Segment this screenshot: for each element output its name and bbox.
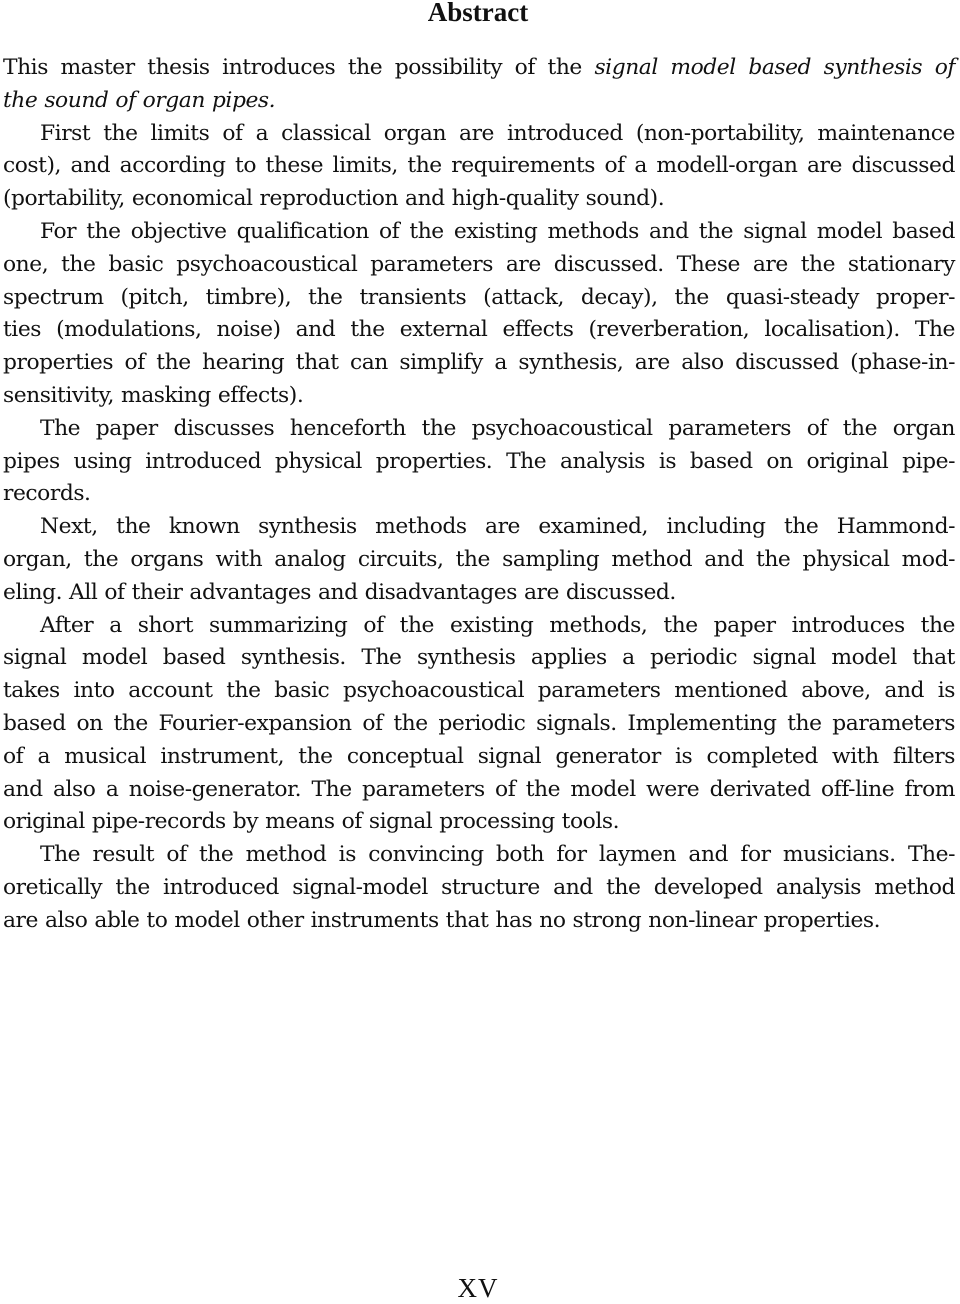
- abstract-paragraph: [3, 610, 955, 840]
- italic-span: signal model based synthesis of: [594, 55, 955, 80]
- abstract-body: [3, 52, 955, 938]
- text-span: For the objective qualification of the existing methods and the signal model based: [40, 218, 955, 244]
- text-span: are also able to model other instruments that has no strong non-linear properties.: [3, 907, 881, 933]
- page-number: XV: [457, 1273, 499, 1303]
- text-span: properties of the hearing that can simplify a synthesis, are also discussed (phase-in-: [3, 350, 955, 376]
- text-span: and also a noise-generator. The parameters of the model were derivated off-line from: [3, 776, 955, 802]
- text-line: [3, 774, 955, 807]
- text-line: [3, 741, 955, 774]
- text-line: [3, 216, 955, 249]
- text-line: [3, 642, 955, 675]
- text-line: [3, 872, 955, 905]
- text-span: This master thesis introduces the possibility of the: [3, 55, 595, 80]
- text-line: [3, 249, 955, 282]
- text-line: [3, 544, 955, 577]
- text-line: [3, 52, 955, 85]
- text-line: [3, 282, 955, 315]
- text-span: The paper discusses henceforth the psychoacoustical parameters of the organ: [40, 415, 955, 441]
- text-span: oretically the introduced signal-model structure and the developed analysis method: [3, 874, 955, 900]
- text-line: [3, 314, 955, 347]
- text-span: sensitivity, masking effects).: [3, 382, 304, 408]
- text-span: Next, the known synthesis methods are examined, including the Hammond-: [40, 514, 955, 540]
- text-line: [3, 347, 955, 380]
- abstract-paragraph: [3, 52, 955, 118]
- text-line: [3, 380, 955, 413]
- text-line: [3, 511, 955, 544]
- text-line: [3, 413, 955, 446]
- text-line: [3, 150, 955, 183]
- text-span: one, the basic psychoacoustical parameters are discussed. These are the stationary: [3, 251, 955, 277]
- abstract-paragraph: [3, 413, 955, 511]
- abstract-paragraph: [3, 216, 955, 413]
- abstract-heading: Abstract: [427, 0, 529, 27]
- text-span: based on the Fourier-expansion of the periodic signals. Implementing the parameters: [3, 710, 955, 736]
- text-span: ties (modulations, noise) and the external effects (reverberation, localisation). The: [3, 317, 955, 343]
- text-span: records.: [3, 481, 91, 507]
- text-span: takes into account the basic psychoacoustical parameters mentioned above, and is: [3, 678, 955, 704]
- text-span: pipes using introduced physical properties. The analysis is based on original pipe-: [3, 448, 955, 474]
- text-line: [3, 806, 955, 839]
- text-span: signal model based synthesis. The synthesis applies a periodic signal model that: [3, 645, 955, 671]
- text-line: [3, 85, 955, 118]
- abstract-paragraph: [3, 839, 955, 937]
- text-line: [3, 675, 955, 708]
- text-line: [3, 446, 955, 479]
- text-span: After a short summarizing of the existing methods, the paper introduces the: [40, 612, 955, 638]
- text-span: organ, the organs with analog circuits, the sampling method and the physical mod-: [3, 546, 955, 572]
- text-line: [3, 118, 955, 151]
- text-line: [3, 905, 955, 938]
- text-line: [3, 708, 955, 741]
- italic-span: the sound of organ pipes.: [3, 87, 276, 113]
- abstract-paragraph: [3, 511, 955, 609]
- text-line: [3, 577, 955, 610]
- text-line: [3, 610, 955, 643]
- text-span: spectrum (pitch, timbre), the transients (attack, decay), the quasi-steady proper-: [3, 284, 955, 310]
- text-line: [3, 839, 955, 872]
- text-span: of a musical instrument, the conceptual signal generator is completed with filters: [3, 743, 955, 769]
- text-line: [3, 478, 955, 511]
- text-span: cost), and according to these limits, the requirements of a modell-organ are discussed: [3, 153, 955, 179]
- text-span: First the limits of a classical organ are introduced (non-portability, maintenance: [40, 120, 955, 146]
- text-span: original pipe-records by means of signal processing tools.: [3, 809, 620, 835]
- text-span: eling. All of their advantages and disadvantages are discussed.: [3, 579, 676, 605]
- text-span: (portability, economical reproduction and high-quality sound).: [3, 186, 665, 212]
- text-span: The result of the method is convincing both for laymen and for musicians. The-: [40, 842, 955, 868]
- text-line: [3, 183, 955, 216]
- abstract-paragraph: [3, 118, 955, 216]
